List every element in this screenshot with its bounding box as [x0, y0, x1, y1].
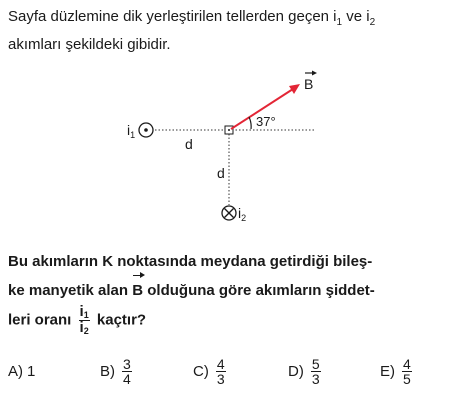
intro-line-2: akımları şekildeki gibidir. [8, 36, 171, 53]
option-d[interactable]: D) $\frac{5}{3}$ [288, 355, 320, 387]
answer-options [8, 356, 453, 386]
horizontal-distance-label: d [185, 136, 193, 152]
option-c[interactable]: C) $\frac{4}{3}$ [193, 355, 225, 387]
wire-1-label: $i_1$ [127, 122, 136, 140]
option-c-fraction: $\frac{4}{3}$ [216, 355, 225, 387]
option-e[interactable]: E) $\frac{4}{5}$ [380, 355, 411, 387]
question-line-2: ke manyetik alan B olduğuna göre akımların şiddet- [8, 276, 453, 305]
field-label: B [304, 76, 314, 92]
wire-diagram [0, 60, 459, 235]
wire-2-label: $i_2$ [238, 205, 247, 223]
question-line-3: leri oranı $\frac{i_1}{i_2}$ kaçtır? [8, 303, 147, 336]
field-vector-arrowhead [289, 84, 300, 94]
option-a[interactable]: A) 1 [8, 362, 36, 380]
option-e-fraction: $\frac{4}{5}$ [403, 355, 411, 387]
problem-intro [8, 6, 453, 56]
field-vector-symbol: B [132, 276, 143, 305]
vertical-distance-label: d [217, 165, 225, 181]
current-ratio-fraction: $\frac{i_1}{i_2}$ [79, 303, 89, 336]
wire-2-into-page-icon [222, 206, 236, 220]
angle-arc [249, 117, 251, 129]
angle-label: 37° [256, 114, 276, 129]
option-b-fraction: $\frac{3}{4}$ [123, 355, 131, 387]
option-d-fraction: $\frac{5}{3}$ [311, 355, 320, 387]
option-b[interactable]: B) $\frac{3}{4}$ [100, 355, 131, 387]
question-text [8, 247, 453, 336]
question-line-1: Bu akımların K noktasında meydana getirdiği bileş- [8, 253, 373, 270]
intro-line-1: Sayfa düzlemine dik yerleştirilen tellerden geçen $i_1$ ve $i_2$ [8, 8, 376, 28]
wire-1-out-of-page-icon [139, 123, 153, 137]
